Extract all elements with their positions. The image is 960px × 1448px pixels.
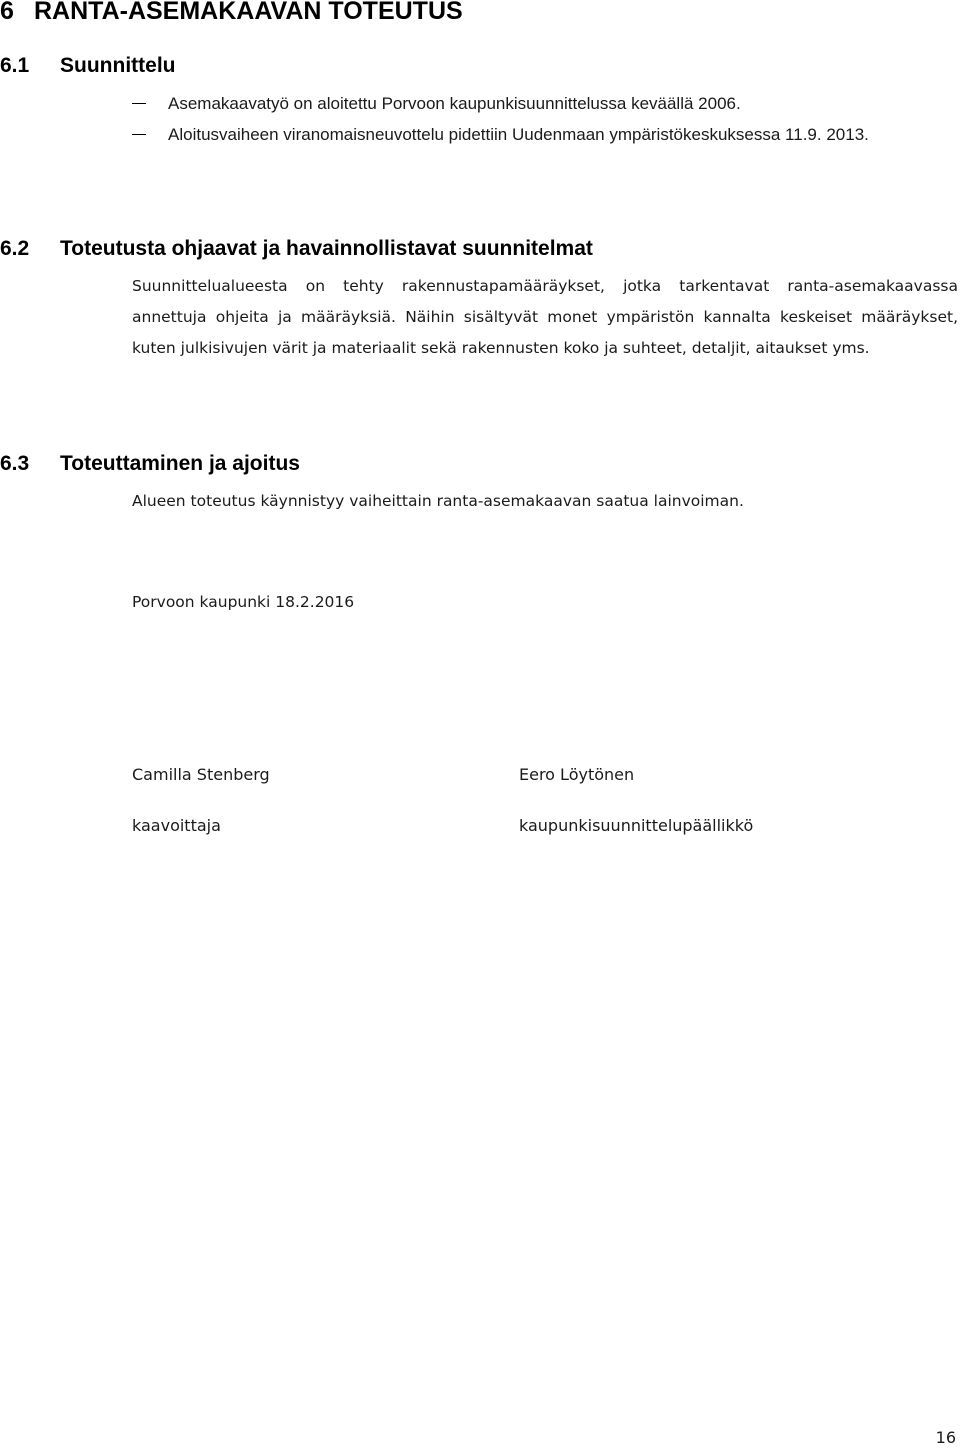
page-number: 16	[935, 1428, 956, 1447]
list-item-text: Asemakaavatyö on aloitettu Porvoon kaupunkisuunnittelussa keväällä 2006.	[168, 94, 741, 113]
place-and-date: Porvoon kaupunki 18.2.2016	[132, 593, 355, 611]
section-6-3-heading	[0, 450, 300, 478]
planning-bullet-list	[0, 88, 960, 150]
section-6-1-heading	[0, 52, 175, 80]
section-number: 6.3	[0, 452, 30, 475]
section-number: 6.1	[0, 54, 30, 77]
section-6-3-paragraph: Alueen toteutus käynnistyy vaiheittain ranta-asemakaavan saatua lainvoiman.	[132, 492, 744, 510]
list-item-text: Aloitusvaiheen viranomaisneuvottelu pidettiin Uudenmaan ympäristökeskuksessa 11.9. 2013.	[168, 125, 869, 144]
section-title: RANTA-ASEMAKAAVAN TOTEUTUS	[34, 0, 463, 25]
signatory-name: Eero Löytönen	[519, 765, 635, 784]
section-title: Toteuttaminen ja ajoitus	[60, 452, 300, 475]
list-item	[0, 88, 960, 119]
section-number: 6	[0, 0, 14, 25]
section-6-2-paragraph: Suunnittelualueesta on tehty rakennustapamääräykset, jotka tarkentavat ranta-asemakaavassa annettuja ohjeita ja määräyksiä. Näihin sisältyvät monet ympäristön kannalta keskeiset määräykset, kuten julkisivujen värit ja materiaalit sekä rakennusten koko ja suhteet, detaljit, aitaukset yms.	[132, 277, 958, 357]
signatory-name: Camilla Stenberg	[132, 765, 270, 784]
section-title: Suunnittelu	[60, 54, 176, 77]
section-number: 6.2	[0, 237, 30, 260]
dash-bullet-icon	[132, 134, 146, 135]
signatory-title: kaavoittaja	[132, 816, 221, 835]
list-item	[0, 119, 960, 150]
section-6-2-heading	[0, 235, 593, 263]
signatory-title: kaupunkisuunnittelupäällikkö	[519, 816, 754, 835]
section-title: Toteutusta ohjaavat ja havainnollistavat suunnitelmat	[60, 237, 593, 260]
dash-bullet-icon	[132, 103, 146, 104]
section-6-heading	[0, 0, 463, 28]
